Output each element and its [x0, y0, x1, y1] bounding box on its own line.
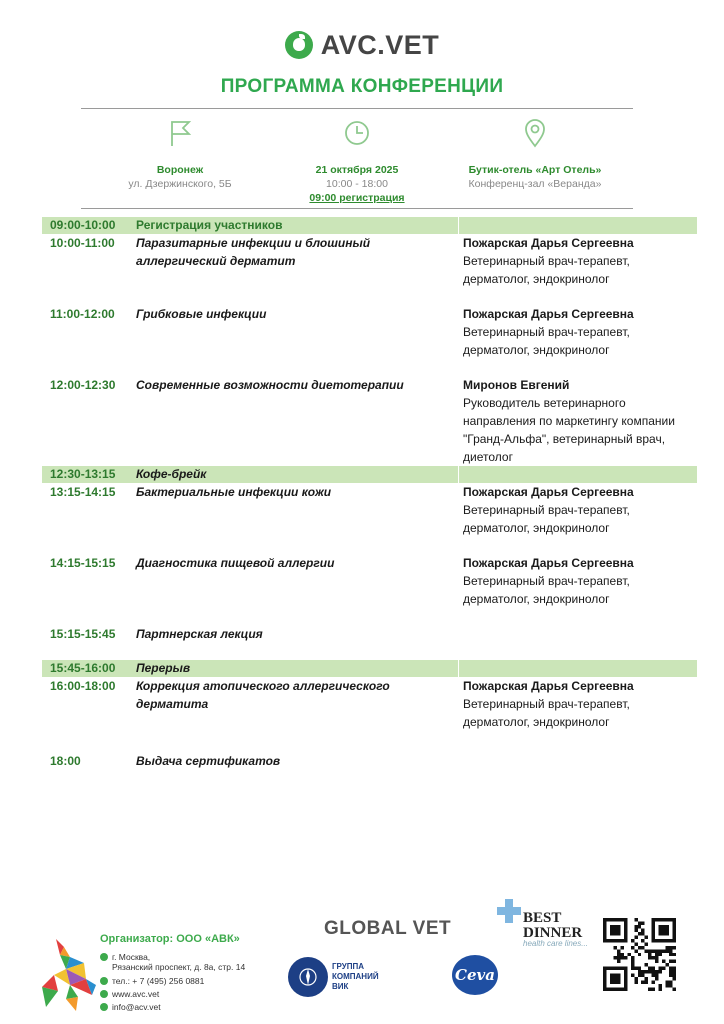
speaker-name: Миронов Евгений — [463, 378, 570, 392]
page-title: ПРОГРАММА КОНФЕРЕНЦИИ — [220, 76, 504, 97]
speaker-name: Пожарская Дарья Сергеевна — [463, 236, 634, 250]
session-time: 13:15-14:15 — [50, 485, 116, 499]
session-topic: Бактериальные инфекции кожи — [136, 485, 332, 499]
bottom-divider — [81, 208, 633, 209]
flag-icon — [165, 118, 195, 148]
session-time: 10:00-11:00 — [50, 236, 115, 250]
avc-vet-logo — [0, 28, 724, 62]
session-topic: Современные возможности диетотерапии — [136, 378, 404, 392]
logo-text: AVC.VET — [320, 29, 440, 60]
column-divider — [458, 660, 459, 677]
schedule-row — [42, 625, 697, 660]
session-topic: Партнерская лекция — [136, 627, 263, 641]
location-icon — [100, 953, 108, 961]
best-dinner-line-2: DINNER — [523, 925, 583, 941]
best-dinner-line-1: BEST — [523, 910, 562, 926]
medical-cross-icon — [496, 898, 522, 924]
speaker-name: Пожарская Дарья Сергеевна — [463, 556, 634, 570]
speaker-name: Пожарская Дарья Сергеевна — [463, 679, 634, 693]
schedule-row — [42, 554, 697, 625]
event-date: 21 октября 2025 — [315, 164, 399, 176]
speaker-role: Ветеринарный врач-терапевт, дерматолог, эндокринолог — [463, 325, 630, 357]
venue-name: Бутик-отель «Арт Отель» — [468, 164, 602, 176]
column-divider — [458, 217, 459, 234]
speaker-role: Руководитель ветеринарного направления по маркетингу компании "Гранд-Альфа", ветеринарный врач, диетолог — [463, 396, 675, 464]
schedule-row — [42, 234, 697, 305]
mail-icon — [100, 1003, 108, 1011]
info-venue — [440, 113, 630, 203]
speaker-block — [463, 677, 693, 731]
organizer-label: Организатор: ООО «АВК» — [100, 933, 240, 945]
site-item — [100, 989, 159, 999]
speaker-name: Пожарская Дарья Сергеевна — [463, 307, 634, 321]
session-time: 15:15-15:45 — [50, 627, 116, 641]
session-time: 16:00-18:00 — [50, 679, 116, 693]
ceva-text: Ceva — [455, 966, 495, 984]
event-hours: 10:00 - 18:00 — [326, 178, 388, 190]
session-topic: Кофе-брейк — [136, 467, 207, 481]
address-line-2: Рязанский проспект, д. 8а, стр. 14 — [112, 962, 246, 972]
session-time: 12:00-12:30 — [50, 378, 116, 392]
clock-icon — [342, 118, 372, 148]
schedule-table — [42, 217, 697, 772]
speaker-block — [463, 234, 693, 288]
schedule-row — [42, 677, 697, 752]
email[interactable]: info@acv.vet — [112, 1002, 161, 1012]
apple-logo-icon — [285, 31, 313, 59]
session-topic: Регистрация участников — [136, 218, 283, 232]
info-date — [277, 113, 437, 203]
globe-icon — [100, 990, 108, 998]
address-item — [100, 952, 245, 972]
column-divider — [458, 466, 459, 483]
website[interactable]: www.avc.vet — [112, 989, 160, 999]
top-divider — [81, 108, 633, 109]
venue-hall: Конференц-зал «Веранда» — [468, 178, 602, 190]
vik-line-1: ГРУППА — [332, 962, 365, 971]
vik-line-3: ВИК — [332, 982, 349, 991]
session-time: 12:30-13:15 — [50, 467, 116, 481]
schedule-break-row — [42, 217, 697, 234]
speaker-name: Пожарская Дарья Сергеевна — [463, 485, 634, 499]
vik-logo-text — [332, 962, 379, 992]
session-topic: Выдача сертификатов — [136, 754, 281, 768]
speaker-role: Ветеринарный врач-терапевт, дерматолог, эндокринолог — [463, 574, 630, 606]
phone-icon — [100, 977, 108, 985]
session-topic: Грибковые инфекции — [136, 307, 267, 321]
session-time: 11:00-12:00 — [50, 307, 115, 321]
schedule-row — [42, 752, 697, 772]
address: ул. Дзержинского, 5Б — [128, 178, 232, 190]
speaker-role: Ветеринарный врач-терапевт, дерматолог, эндокринолог — [463, 503, 630, 535]
speaker-block — [463, 483, 693, 537]
schedule-row — [42, 483, 697, 554]
session-time: 15:45-16:00 — [50, 661, 116, 675]
speaker-role: Ветеринарный врач-терапевт, дерматолог, эндокринолог — [463, 697, 630, 729]
ceva-logo — [452, 955, 498, 995]
phone: тел.: + 7 (495) 256 0881 — [112, 976, 205, 986]
speaker-role: Ветеринарный врач-терапевт, дерматолог, эндокринолог — [463, 254, 630, 286]
speaker-block — [463, 554, 693, 608]
vik-seal-icon — [288, 957, 328, 997]
horse-mascot-icon — [36, 935, 98, 1013]
qr-code-icon[interactable] — [603, 918, 676, 991]
address-line-1: г. Москва, — [112, 952, 151, 962]
session-topic: Коррекция атопического аллергического дерматита — [136, 679, 390, 711]
speaker-block — [463, 305, 693, 359]
schedule-row — [42, 305, 697, 376]
global-vet-logo — [324, 918, 451, 940]
session-topic: Перерыв — [136, 661, 191, 675]
best-dinner-logo — [523, 911, 582, 941]
session-topic: Паразитарные инфекции и блошиный аллергический дерматит — [136, 236, 371, 268]
schedule-break-row — [42, 660, 697, 677]
phone-item — [100, 976, 204, 986]
speaker-block — [463, 376, 693, 466]
registration-time: 09:00 регистрация — [309, 192, 405, 204]
vik-line-2: КОМПАНИЙ — [332, 972, 379, 981]
email-item — [100, 1002, 161, 1012]
schedule-row — [42, 376, 697, 466]
session-time: 09:00-10:00 — [50, 218, 116, 232]
info-location — [100, 113, 260, 203]
session-time: 14:15-15:15 — [50, 556, 116, 570]
best-dinner-tagline: health care lines... — [523, 939, 588, 948]
session-time: 18:00 — [50, 754, 81, 768]
location-pin-icon — [520, 118, 550, 148]
global-vet-text: GLOBAL VET — [324, 918, 452, 939]
city: Воронеж — [156, 164, 204, 176]
schedule-break-row — [42, 466, 697, 483]
session-topic: Диагностика пищевой аллергии — [136, 556, 335, 570]
